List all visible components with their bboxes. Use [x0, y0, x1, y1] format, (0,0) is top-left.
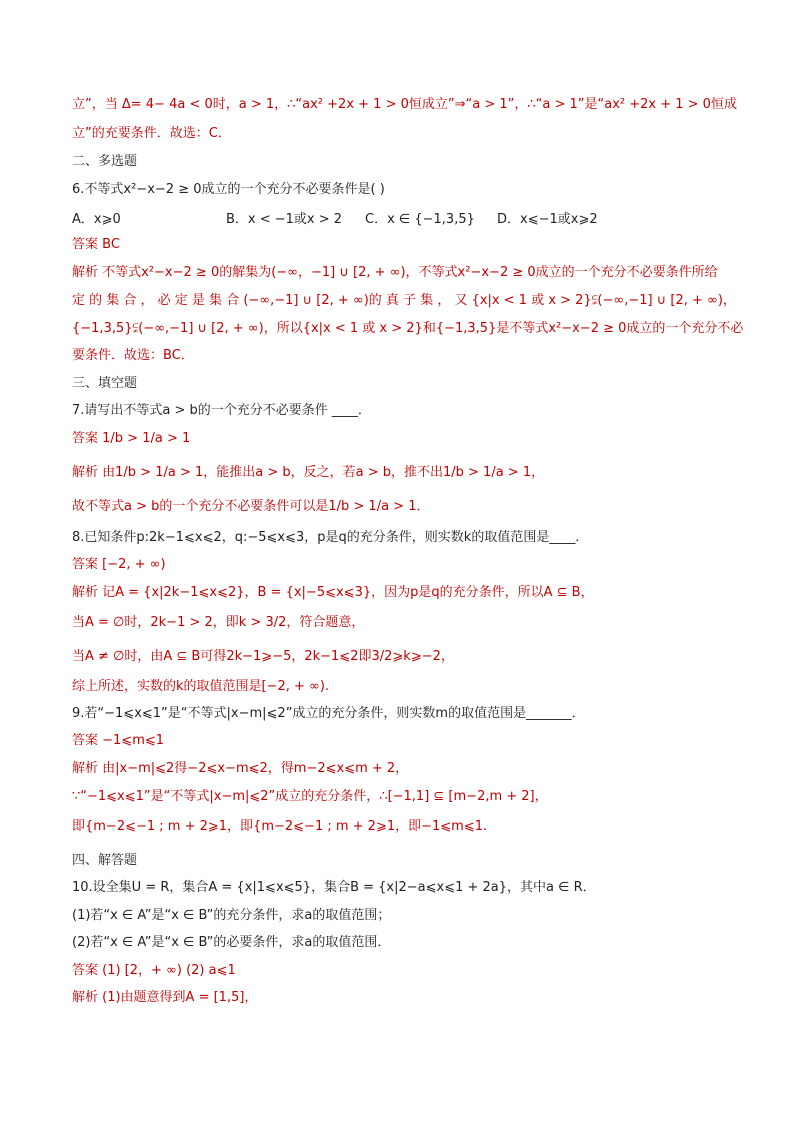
section-heading-multiple-choice: 二、多选题 [72, 154, 138, 169]
analysis-9-line-1: 解析 由|x−m|⩽2得−2⩽x−m⩽2，得m−2⩽x⩽m + 2， [72, 761, 409, 776]
analysis-6-line-3: {−1,3,5}⫋(−∞,−1] ∪ [2, + ∞)，所以{x|x < 1 或 x > 2}和{−1,3,5}是不等式x²−x−2 ≥ 0成立的一个充分不必 [72, 321, 744, 336]
line-1: 立”，当 Δ= 4− 4a < 0时，a > 1，∴“ax² +2x + 1 > 0恒成立”⇒“a > 1”，∴“a > 1”是“ax² +2x + 1 > 0恒成 [72, 97, 737, 112]
q6-option-c: C．x ∈ {−1,3,5} [365, 212, 475, 227]
analysis-8-line-4: 综上所述，实数的k的取值范围是[−2, + ∞). [72, 679, 330, 694]
analysis-6-line-4: 要条件．故选：BC． [72, 348, 194, 363]
question-10-part-1: (1)若“x ∈ A”是“x ∈ B”的充分条件，求a的取值范围； [72, 908, 391, 923]
analysis-9-line-2: ∵“−1⩽x⩽1”是“不等式|x−m|⩽2”成立的充分条件，∴[−1,1] ⊆ [m−2,m + 2]， [72, 789, 548, 804]
question-7: 7.请写出不等式a > b的一个充分不必要条件 ____． [72, 403, 371, 418]
answer-7: 答案 1/b > 1/a > 1 [72, 431, 191, 446]
analysis-9-line-3: 即{m−2⩽−1 ; m + 2⩾1，即{m−2⩽−1 ; m + 2⩾1，即−1⩽m⩽1. [72, 819, 488, 834]
analysis-8-line-3: 当A ≠ ∅时，由A ⊆ B可得2k−1⩾−5，2k−1⩽2即3/2⩾k⩾−2， [72, 649, 454, 664]
question-10-part-2: (2)若“x ∈ A”是“x ∈ B”的必要条件，求a的取值范围． [72, 935, 391, 950]
analysis-7-line-1: 解析 由1/b > 1/a > 1，能推出a > b，反之，若a > b，推不出1/b > 1/a > 1， [72, 465, 545, 480]
section-heading-answer: 四、解答题 [72, 853, 138, 868]
question-9: 9.若“−1⩽x⩽1”是“不等式|x−m|⩽2”成立的充分条件，则实数m的取值范围是_______． [72, 706, 585, 721]
question-6: 6.不等式x²−x−2 ≥ 0成立的一个充分不必要条件是( ) [72, 182, 385, 197]
q6-option-a: A．x⩾0 [72, 212, 121, 227]
analysis-6-line-2: 定 的 集 合 ， 必 定 是 集 合 (−∞,−1] ∪ [2, + ∞)的 真 子 集 ， 又 {x|x < 1 或 x > 2}⫋(−∞,−1] ∪ [2, + ∞)， [72, 293, 736, 308]
q6-option-d: D．x⩽−1或x⩾2 [497, 212, 598, 227]
analysis-6-line-1: 解析 不等式x²−x−2 ≥ 0的解集为(−∞，−1] ∪ [2, + ∞)，不等式x²−x−2 ≥ 0成立的一个充分不必要条件所给 [72, 265, 718, 280]
answer-10: 答案 (1) [2，+ ∞) (2) a⩽1 [72, 963, 236, 978]
line-2: 立”的充要条件．故选：C． [72, 126, 231, 141]
question-8: 8.已知条件p:2k−1⩽x⩽2，q:−5⩽x⩽3，p是q的充分条件，则实数k的取值范围是____． [72, 530, 589, 545]
analysis-10-line-1: 解析 (1)由题意得到A = [1,5]， [72, 990, 258, 1005]
q6-option-b: B．x < −1或x > 2 [226, 212, 343, 227]
analysis-7-line-2: 故不等式a > b的一个充分不必要条件可以是1/b > 1/a > 1． [72, 499, 430, 514]
answer-6: 答案 BC [72, 237, 120, 252]
section-heading-fill-in: 三、填空题 [72, 376, 138, 391]
analysis-8-line-2: 当A = ∅时，2k−1 > 2，即k > 3/2，符合题意， [72, 615, 365, 630]
answer-8: 答案 [−2, + ∞) [72, 557, 166, 572]
question-10: 10.设全集U = R，集合A = {x|1⩽x⩽5}，集合B = {x|2−a⩽x⩽1 + 2a}，其中a ∈ R． [72, 880, 596, 895]
analysis-8-line-1: 解析 记A = {x|2k−1⩽x⩽2}，B = {x|−5⩽x⩽3}，因为p是q的充分条件，所以A ⊆ B， [72, 585, 594, 600]
answer-9: 答案 −1⩽m⩽1 [72, 733, 165, 748]
